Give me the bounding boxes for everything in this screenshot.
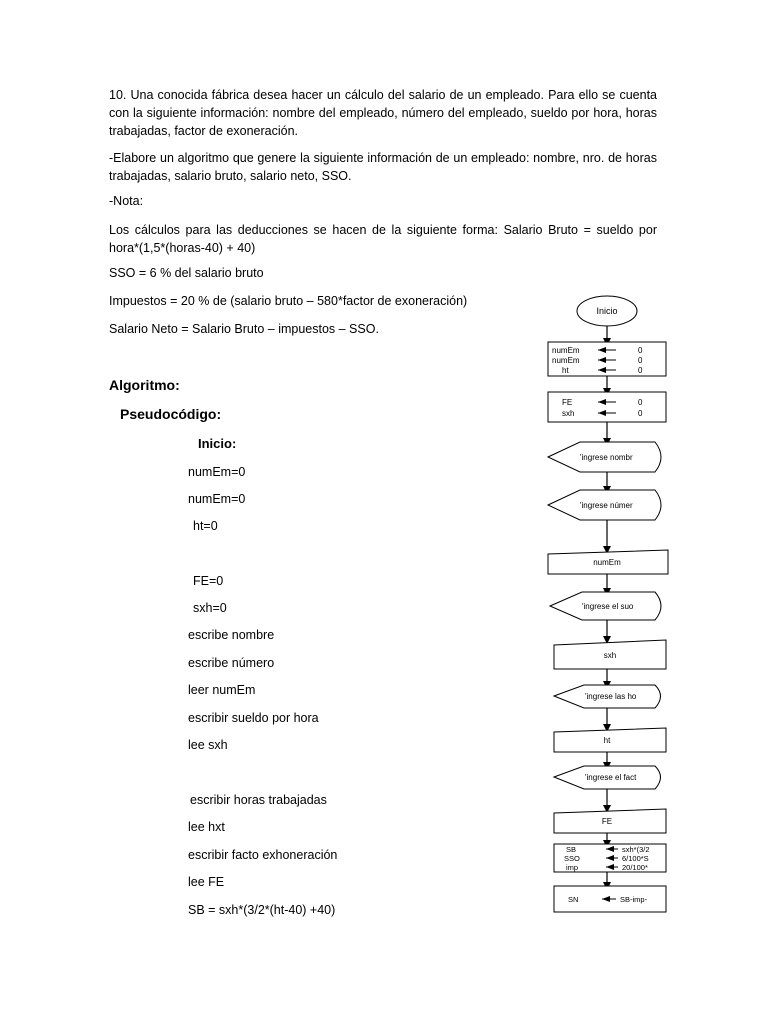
pseudocode-line: escribir facto exhoneración [188, 848, 338, 862]
flow-val: 0 [638, 398, 643, 407]
flow-display-text: 'ingrese el suo [582, 602, 634, 611]
pseudocode-line: SB = sxh*(3/2*(ht-40) +40) [188, 903, 336, 917]
flow-input-text: ht [603, 736, 611, 745]
pseudocode-line: lee sxh [188, 738, 228, 752]
flow-input-text: sxh [603, 651, 617, 660]
pseudocode-line: FE=0 [193, 574, 224, 588]
flow-var: numEm [552, 346, 580, 355]
pseudocode-heading: Pseudocódigo: [120, 406, 222, 422]
pseudocode-line: lee hxt [188, 820, 225, 834]
flow-var: imp [566, 863, 579, 872]
flow-val: sxh*(3/2 [622, 845, 650, 854]
flow-input-text: FE [601, 817, 613, 826]
flow-val: 0 [638, 409, 643, 418]
flow-val: 20/100* [622, 863, 648, 872]
pseudocode-line: ht=0 [193, 519, 218, 533]
flow-var: SSO [564, 854, 580, 863]
flow-val: 0 [638, 356, 643, 365]
calc-intro: Los cálculos para las deducciones se hacen de la siguiente forma: Salario Bruto = sueldo por hora*(1,5*(horas-40) + 40) [109, 223, 657, 255]
flow-val: SB-imp- [620, 895, 648, 904]
problem-statement: 10. Una conocida fábrica desea hacer un cálculo del salario de un empleado. Para ello se cuenta con la siguiente información: nombre del empleado, número del empleado, sueldo por hora, horas trabajadas, factor de exoneración. [109, 88, 657, 138]
pseudocode-line: numEm=0 [188, 492, 246, 506]
pseudocode-line: escribir horas trabajadas [190, 793, 327, 807]
flow-display-text: 'ingrese nombr [580, 453, 633, 462]
pseudocode-line: numEm=0 [188, 465, 246, 479]
note-label: -Nota: [109, 194, 144, 208]
pseudocode-inicio: Inicio: [198, 436, 237, 451]
salario-neto-formula: Salario Neto = Salario Bruto – impuestos – SSO. [109, 322, 379, 336]
pseudocode-line: escribir sueldo por hora [188, 711, 319, 725]
pseudocode-line: leer numEm [188, 683, 256, 697]
flow-display-text: 'ingrese númer [580, 501, 633, 510]
flow-input-text: numEm [593, 558, 621, 567]
flow-var: SB [566, 845, 577, 854]
task-statement: -Elabore un algoritmo que genere la siguiente información de un empleado: nombre, nro. de horas trabajadas, salario bruto, salario neto, SSO. [109, 151, 657, 183]
pseudocode-line: sxh=0 [193, 601, 227, 615]
flow-display-text: 'ingrese el fact [585, 773, 637, 782]
flow-display-text: 'ingrese las ho [585, 692, 637, 701]
flow-val: 6/100*S [622, 854, 649, 863]
impuestos-formula: Impuestos = 20 % de (salario bruto – 580*factor de exoneración) [109, 294, 468, 308]
algorithm-heading: Algoritmo: [109, 377, 180, 393]
flow-var: sxh [562, 409, 575, 418]
pseudocode-line: lee FE [188, 875, 225, 889]
flow-val: 0 [638, 366, 643, 375]
flow-var: numEm [552, 356, 580, 365]
flow-var: SN [568, 895, 579, 904]
flowchart [540, 292, 725, 924]
sso-formula: SSO = 6 % del salario bruto [109, 266, 264, 280]
pseudocode-line: escribe nombre [188, 628, 275, 642]
flow-var: ht [562, 366, 569, 375]
flow-val: 0 [638, 346, 643, 355]
flow-var: FE [562, 398, 573, 407]
flow-start-label: Inicio [596, 306, 618, 316]
pseudocode-line: escribe número [188, 656, 275, 670]
